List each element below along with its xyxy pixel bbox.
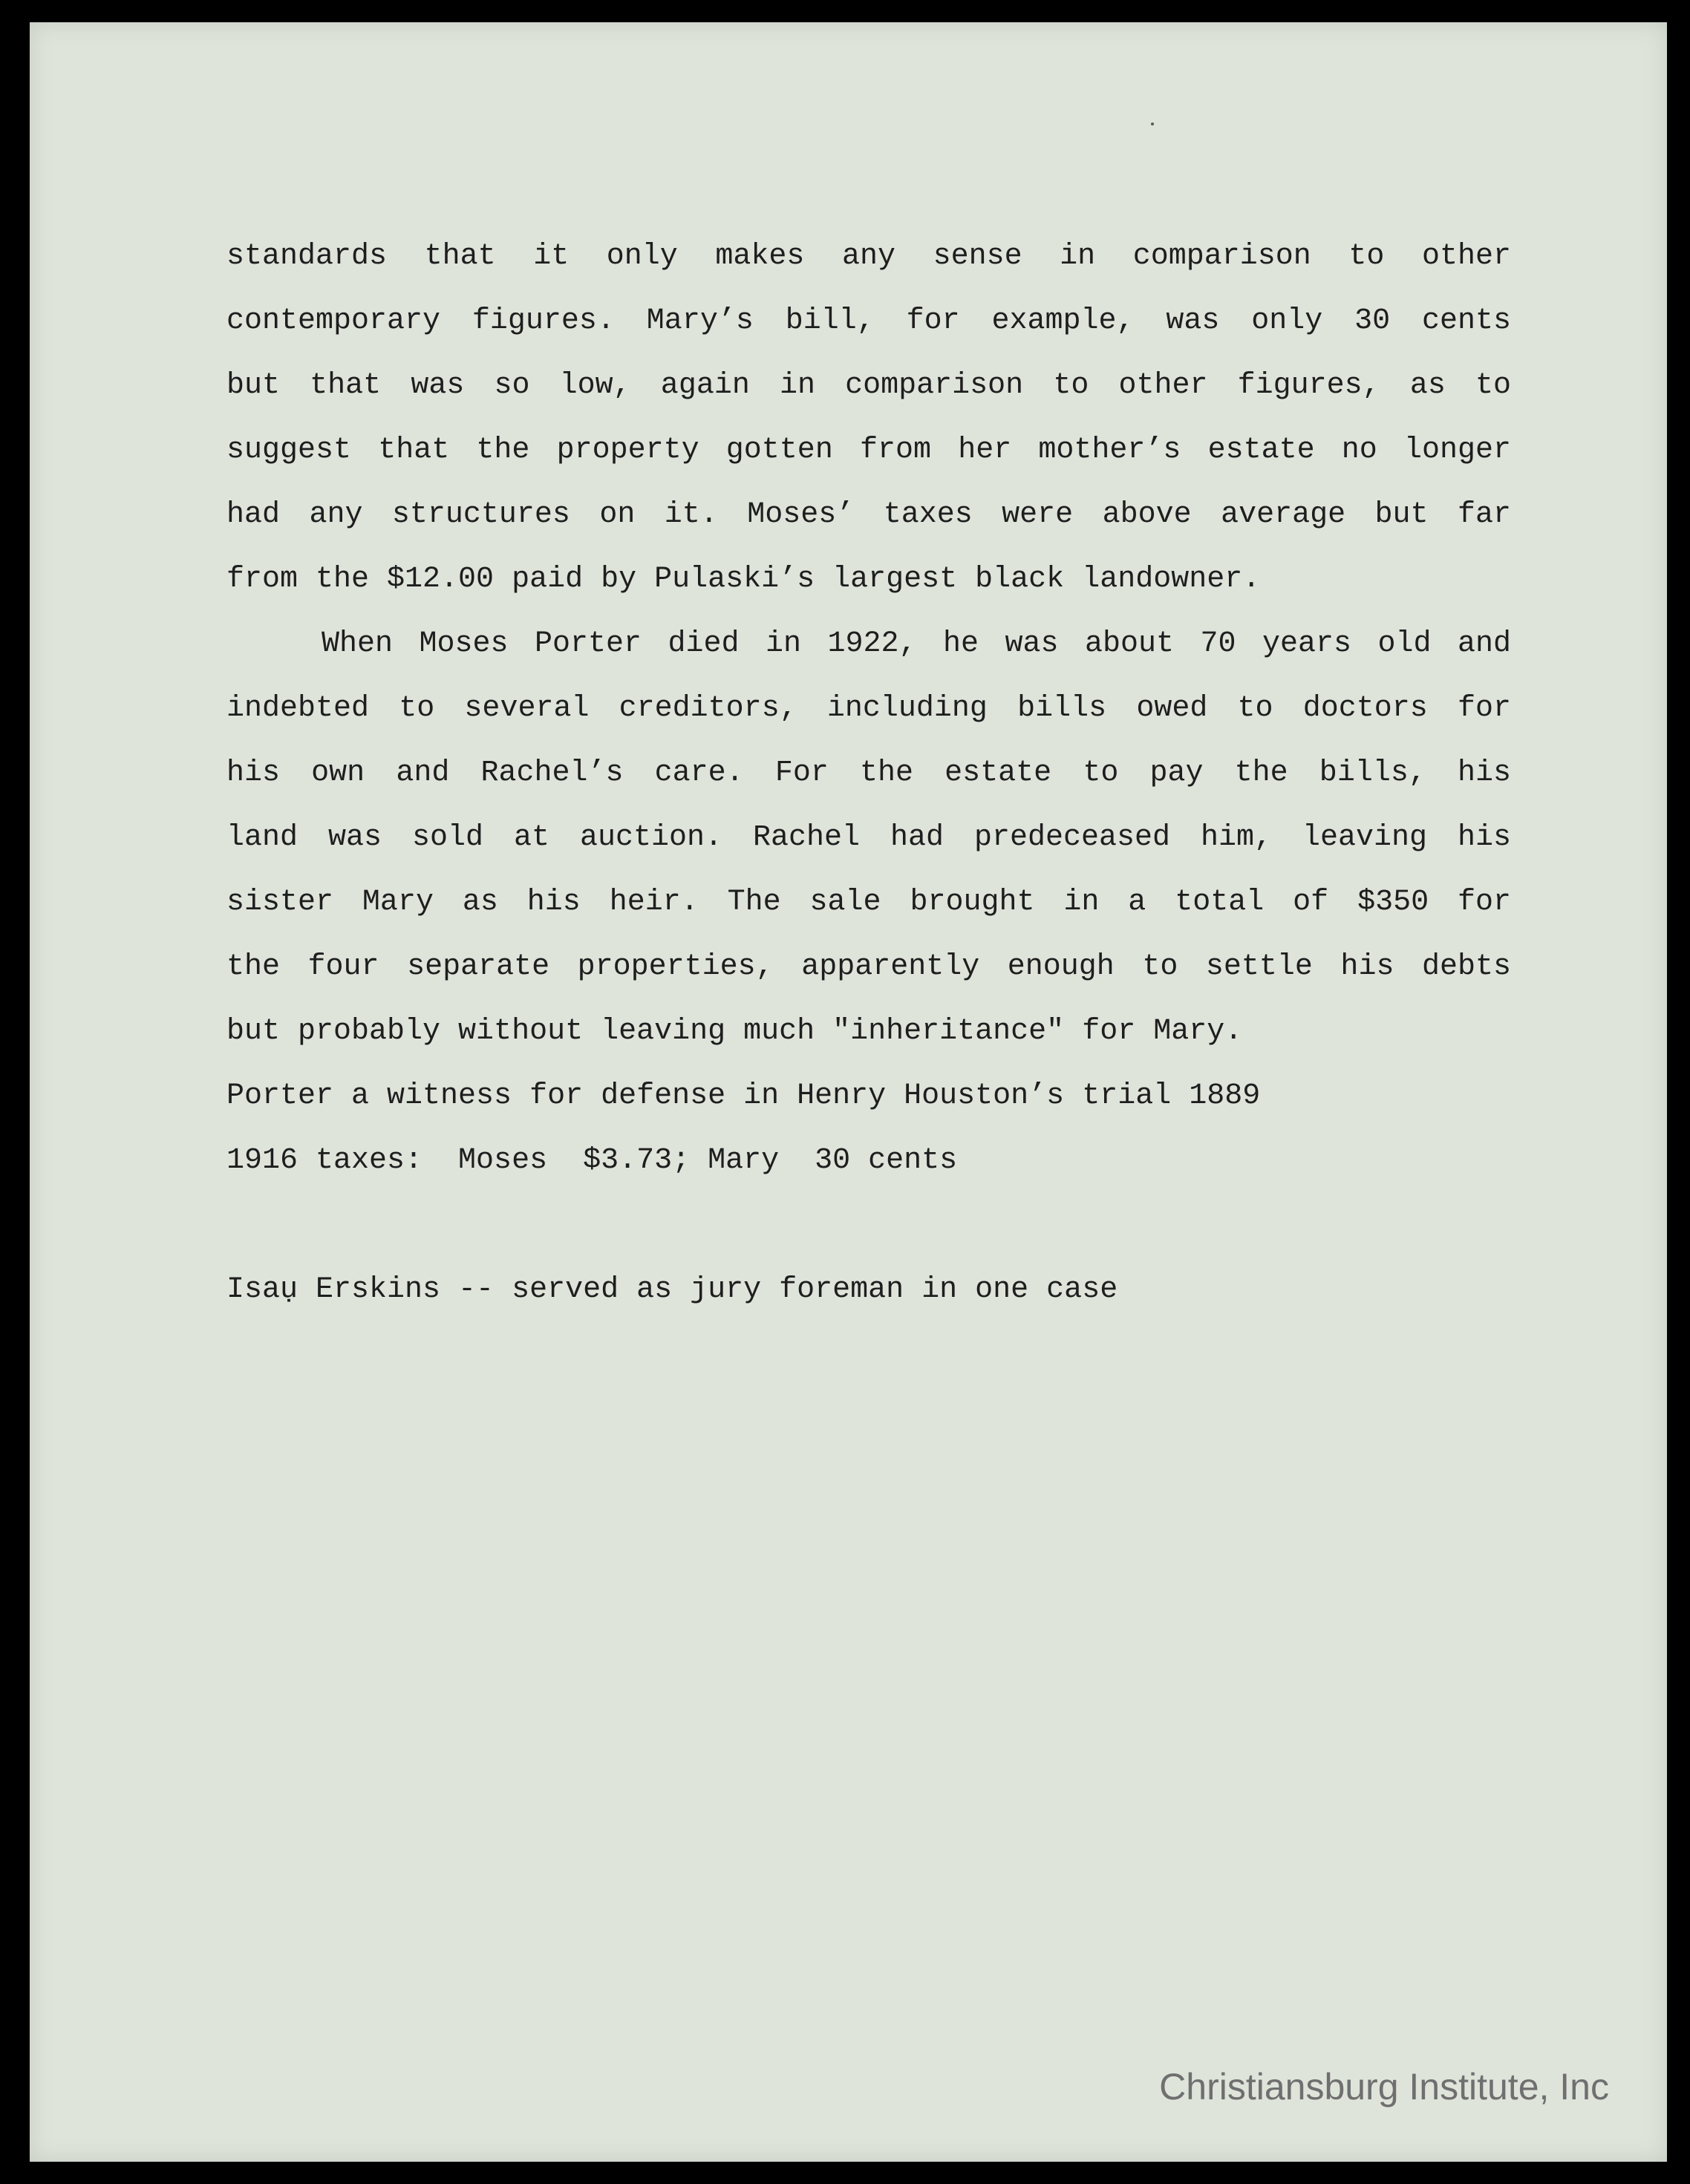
text-line: sister Mary as his heir. The sale brought in a total of $350 for <box>226 886 1511 919</box>
note-line: Porter a witness for defense in Henry Houston’s trial 1889 <box>226 1079 1261 1113</box>
paragraph-2 <box>226 612 1511 1064</box>
text-line: suggest that the property gotten from her mother’s estate no longer <box>226 434 1511 467</box>
text-line: indebted to several creditors, including bills owed to doctors for <box>226 692 1511 725</box>
watermark: Christiansburg Institute, Inc <box>1159 2066 1609 2108</box>
text-line: the four separate properties, apparently enough to settle his debts <box>226 950 1511 984</box>
document-page <box>30 22 1667 2162</box>
notes <box>226 1064 1511 1193</box>
typed-text-body <box>226 224 1511 1322</box>
text-line: but probably without leaving much "inheritance" for Mary. <box>226 1015 1243 1048</box>
text-line: land was sold at auction. Rachel had predeceased him, leaving his <box>226 821 1511 854</box>
paper-speck <box>1151 122 1154 125</box>
text-line: When Moses Porter died in 1922, he was about 70 years old and <box>322 627 1511 661</box>
text-line: had any structures on it. Moses’ taxes were above average but far <box>226 498 1511 532</box>
text-line: contemporary figures. Mary’s bill, for example, was only 30 cents <box>226 304 1511 338</box>
note-line: 1916 taxes: Moses $3.73; Mary 30 cents <box>226 1144 958 1177</box>
final-note: Isaụ Erskins -- served as jury foreman in one case <box>226 1273 1118 1307</box>
blank-line <box>226 1193 1511 1258</box>
text-line: standards that it only makes any sense in comparison to other <box>226 240 1511 273</box>
paragraph-1 <box>226 224 1511 612</box>
text-line: from the $12.00 paid by Pulaski’s largest black landowner. <box>226 563 1261 596</box>
text-line: his own and Rachel’s care. For the estate to pay the bills, his <box>226 756 1511 790</box>
text-line: but that was so low, again in comparison to other figures, as to <box>226 369 1511 402</box>
